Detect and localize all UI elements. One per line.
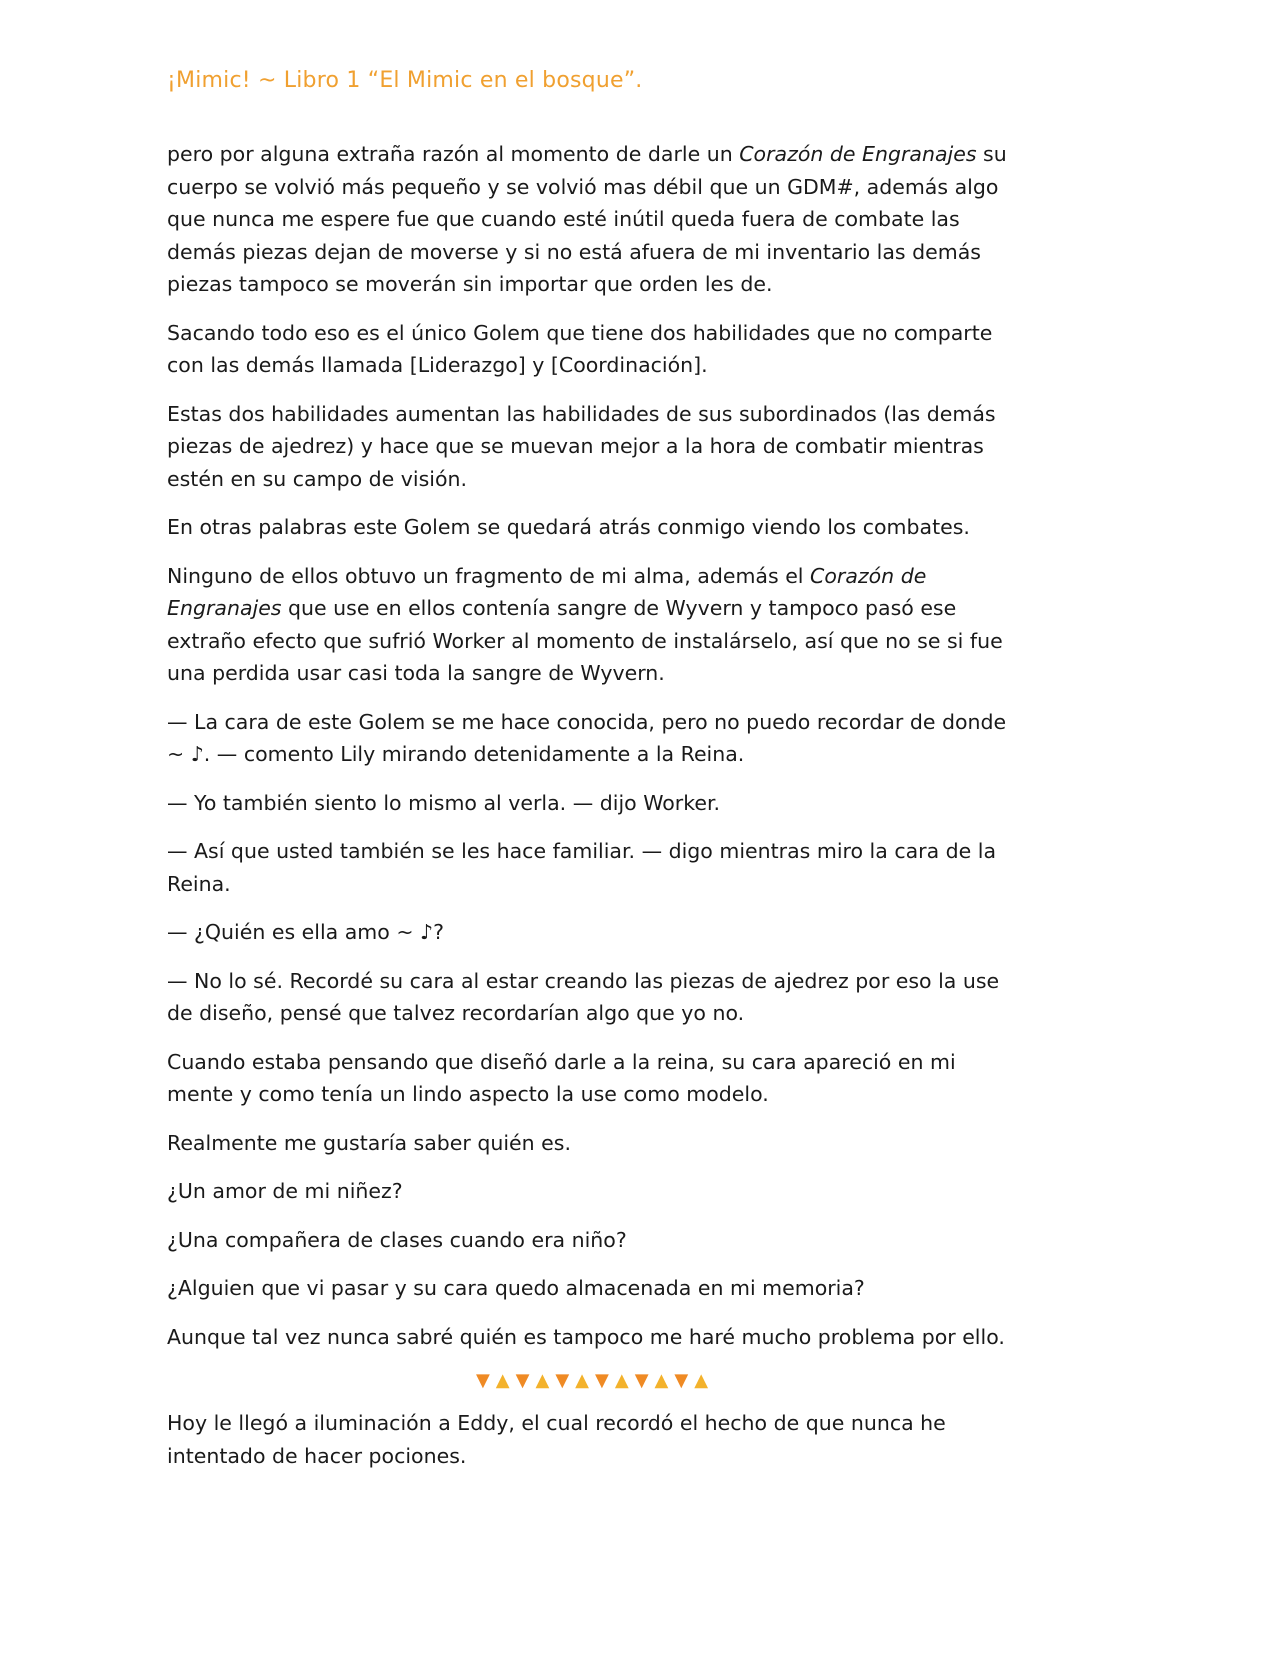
emphasis: Corazón de Engranajes <box>739 142 977 166</box>
paragraph: ¿Una compañera de clases cuando era niño? <box>167 1227 627 1252</box>
triangle-up-icon: ▲ <box>614 1370 635 1391</box>
triangle-up-icon: ▲ <box>575 1370 595 1391</box>
triangle-down-icon: ▼ <box>674 1370 695 1391</box>
triangle-up-icon: ▲ <box>694 1370 715 1391</box>
dialogue-line: — ¿Quién es ella amo ~ ♪? <box>167 920 444 944</box>
paragraph: Hoy le llegó a iluminación a Eddy, el cual recordó el hecho de que nunca he intentado de hacer pociones. <box>167 1411 946 1468</box>
running-header: ¡Mimic! ~ Libro 1 “El Mimic en el bosque”. <box>167 68 643 93</box>
paragraph: Ninguno de ellos obtuvo un fragmento de mi alma, además el Corazón de Engranajes que use en ellos contenía sangre de Wyvern y tampoco pasó ese extraño efecto que sufrió Worker al momento de instalárselo, así que no se si fue una perdida usar casi toda la sangre de Wyvern. <box>167 563 1003 685</box>
triangle-down-icon: ▼ <box>595 1370 615 1391</box>
paragraph: ¿Un amor de mi niñez? <box>167 1179 403 1203</box>
triangle-down-icon: ▼ <box>555 1370 576 1391</box>
triangle-up-icon: ▲ <box>654 1370 675 1391</box>
paragraph: ¿Alguien que vi pasar y su cara quedo almacenada en mi memoria? <box>167 1276 865 1300</box>
triangle-down-icon: ▼ <box>634 1370 655 1391</box>
body-text <box>167 138 1023 1488</box>
triangle-up-icon: ▲ <box>535 1370 556 1391</box>
paragraph: En otras palabras este Golem se quedará atrás conmigo viendo los combates. <box>167 515 970 539</box>
paragraph: Aunque tal vez nunca sabré quién es tampoco me haré mucho problema por ello. <box>167 1324 1005 1349</box>
scene-divider <box>167 1369 1023 1393</box>
paragraph: Estas dos habilidades aumentan las habilidades de sus subordinados (las demás piezas de ajedrez) y hace que se muevan mejor a la hora de combatir mientras estén en su campo de visión. <box>167 401 996 491</box>
dialogue-line: — No lo sé. Recordé su cara al estar creando las piezas de ajedrez por eso la use de diseño, pensé que talvez recordarían algo que yo no. <box>167 968 1000 1025</box>
paragraph: Realmente me gustaría saber quién es. <box>167 1130 571 1155</box>
dialogue-line: — Así que usted también se les hace familiar. — digo mientras miro la cara de la Reina. <box>167 839 997 896</box>
triangle-down-icon: ▼ <box>475 1370 496 1391</box>
triangle-up-icon: ▲ <box>495 1370 516 1391</box>
emphasis: Corazón de Engranajes <box>167 563 927 620</box>
paragraph: Cuando estaba pensando que diseñó darle a la reina, su cara apareció en mi mente y como tenía un lindo aspecto la use como modelo. <box>167 1049 956 1106</box>
paragraph: Sacando todo eso es el único Golem que tiene dos habilidades que no comparte con las demás llamada [Liderazgo] y [Coordinación]. <box>167 320 993 377</box>
dialogue-line: — La cara de este Golem se me hace conocida, pero no puedo recordar de donde ~ ♪. — comento Lily mirando detenidamente a la Reina. <box>167 709 1007 766</box>
dialogue-line: — Yo también siento lo mismo al verla. — dijo Worker. <box>167 790 721 815</box>
paragraph: pero por alguna extraña razón al momento de darle un Corazón de Engranajes su cuerpo se volvió más pequeño y se volvió mas débil que un GDM#, además algo que nunca me espere fue que cuando esté inútil queda fuera de combate las demás piezas dejan de moverse y si no está afuera de mi inventario las demás piezas tampoco se moverán sin importar que orden les de. <box>167 142 1007 296</box>
triangle-down-icon: ▼ <box>515 1370 536 1391</box>
